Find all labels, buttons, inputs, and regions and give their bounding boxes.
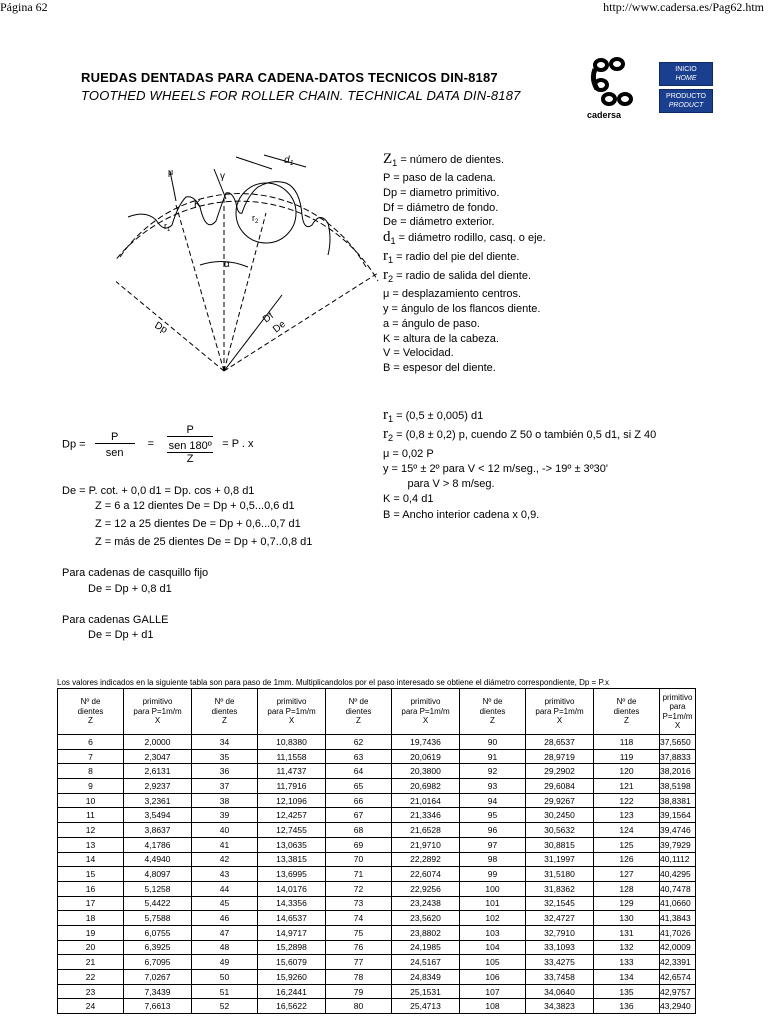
teeth-cell: 101 <box>460 896 526 911</box>
primitive-cell: 31,8362 <box>526 881 594 896</box>
table-row <box>58 837 696 852</box>
logo-text: cadersa <box>587 110 622 120</box>
primitive-cell: 21,9710 <box>392 837 460 852</box>
primitive-cell: 24,8349 <box>392 970 460 985</box>
teeth-cell: 75 <box>326 925 392 940</box>
primitive-cell: 38,2016 <box>660 764 696 779</box>
label-mu: μ <box>168 167 174 177</box>
teeth-cell: 17 <box>58 896 124 911</box>
teeth-cell: 20 <box>58 940 124 955</box>
teeth-cell: 98 <box>460 852 526 867</box>
primitive-cell: 24,5167 <box>392 955 460 970</box>
teeth-cell: 126 <box>594 852 660 867</box>
teeth-cell: 49 <box>192 955 258 970</box>
primitive-cell: 5,4422 <box>124 896 192 911</box>
legend-item: De = diámetro exterior. <box>383 216 495 229</box>
teeth-cell: 71 <box>326 867 392 882</box>
primitive-cell: 31,5180 <box>526 867 594 882</box>
dp-formula <box>62 424 254 465</box>
teeth-cell: 65 <box>326 779 392 794</box>
primitive-cell: 15,6079 <box>258 955 326 970</box>
teeth-cell: 36 <box>192 764 258 779</box>
teeth-cell: 93 <box>460 779 526 794</box>
teeth-cell: 80 <box>326 999 392 1014</box>
primitive-cell: 21,3346 <box>392 808 460 823</box>
teeth-cell: 21 <box>58 955 124 970</box>
teeth-cell: 99 <box>460 867 526 882</box>
primitive-cell: 4,1786 <box>124 837 192 852</box>
teeth-cell: 120 <box>594 764 660 779</box>
formula-lhs: Dp = <box>62 438 86 451</box>
table-row <box>58 823 696 838</box>
teeth-cell: 135 <box>594 984 660 999</box>
primitive-cell: 29,2902 <box>526 764 594 779</box>
primitive-cell: 41,3843 <box>660 911 696 926</box>
legend-item: V = Velocidad. <box>383 347 454 360</box>
legend-item: $Z_1$ = número de dientes. <box>383 151 504 169</box>
primitive-cell: 14,0176 <box>258 881 326 896</box>
primitive-cell: 42,9757 <box>660 984 696 999</box>
galle-title: Para cadenas GALLE <box>62 614 169 626</box>
primitive-cell: 12,1096 <box>258 793 326 808</box>
primitive-cell: 7,6613 <box>124 999 192 1014</box>
teeth-cell: 52 <box>192 999 258 1014</box>
table-row <box>58 852 696 867</box>
primitive-cell: 19,7436 <box>392 735 460 750</box>
table-row <box>58 955 696 970</box>
formula-eq: = <box>147 438 155 451</box>
primitive-cell: 15,9260 <box>258 970 326 985</box>
equation-line: para V > 8 m/seg. <box>383 478 495 491</box>
teeth-cell: 7 <box>58 749 124 764</box>
primitive-cell: 32,4727 <box>526 911 594 926</box>
primitive-cell: 40,1112 <box>660 852 696 867</box>
primitive-cell: 22,9256 <box>392 881 460 896</box>
primitive-cell: 12,7455 <box>258 823 326 838</box>
primitive-cell: 24,1985 <box>392 940 460 955</box>
primitive-cell: 20,0619 <box>392 749 460 764</box>
teeth-cell: 100 <box>460 881 526 896</box>
primitive-cell: 10,8380 <box>258 735 326 750</box>
primitive-cell: 2,6131 <box>124 764 192 779</box>
teeth-cell: 48 <box>192 940 258 955</box>
primitive-cell: 37,8833 <box>660 749 696 764</box>
casquillo-formula: De = Dp + 0,8 d1 <box>88 583 172 595</box>
primitive-cell: 5,7588 <box>124 911 192 926</box>
label-r1: $r_1$ <box>164 221 171 233</box>
teeth-cell: 131 <box>594 925 660 940</box>
primitive-cell: 23,2438 <box>392 896 460 911</box>
teeth-cell: 125 <box>594 837 660 852</box>
primitive-cell: 7,0267 <box>124 970 192 985</box>
primitive-cell: 33,4275 <box>526 955 594 970</box>
primitive-cell: 39,1564 <box>660 808 696 823</box>
primitive-cell: 40,4295 <box>660 867 696 882</box>
teeth-cell: 104 <box>460 940 526 955</box>
teeth-cell: 51 <box>192 984 258 999</box>
primitive-cell: 25,4713 <box>392 999 460 1014</box>
teeth-cell: 22 <box>58 970 124 985</box>
primitive-cell: 2,0000 <box>124 735 192 750</box>
header-teeth: Nº de dientes Z <box>192 689 258 735</box>
header-primitive: primitivo para P=1m/m X <box>526 689 594 735</box>
primitive-cell: 30,8815 <box>526 837 594 852</box>
primitive-cell: 14,9717 <box>258 925 326 940</box>
teeth-cell: 97 <box>460 837 526 852</box>
primitive-cell: 41,7026 <box>660 925 696 940</box>
primitive-cell: 41,0660 <box>660 896 696 911</box>
legend-item: $r_1$ = radio del pie del diente. <box>383 248 520 266</box>
primitive-cell: 20,3800 <box>392 764 460 779</box>
primitive-cell: 32,1545 <box>526 896 594 911</box>
teeth-cell: 16 <box>58 881 124 896</box>
page-number: Página 62 <box>0 0 48 14</box>
teeth-cell: 102 <box>460 911 526 926</box>
primitive-cell: 3,8637 <box>124 823 192 838</box>
teeth-cell: 106 <box>460 970 526 985</box>
primitive-cell: 32,7910 <box>526 925 594 940</box>
casquillo-title: Para cadenas de casquillo fijo <box>62 567 209 579</box>
teeth-cell: 124 <box>594 823 660 838</box>
header-primitive: primitivo para P=1m/m X <box>258 689 326 735</box>
table-header-row <box>58 689 696 735</box>
label-gamma: γ <box>220 171 225 182</box>
primitive-cell: 28,9719 <box>526 749 594 764</box>
primitive-cell: 6,7095 <box>124 955 192 970</box>
legend-item: P = paso de la cadena. <box>383 171 496 184</box>
primitive-cell: 20,6982 <box>392 779 460 794</box>
teeth-cell: 136 <box>594 999 660 1014</box>
primitive-cell: 34,3823 <box>526 999 594 1014</box>
table-row <box>58 779 696 794</box>
teeth-cell: 91 <box>460 749 526 764</box>
legend-item: $r_2$ = radio de salida del diente. <box>383 267 531 285</box>
product-button-line1: PRODUCTO <box>666 93 706 100</box>
teeth-cell: 6 <box>58 735 124 750</box>
teeth-cell: 66 <box>326 793 392 808</box>
table-row <box>58 970 696 985</box>
teeth-cell: 23 <box>58 984 124 999</box>
teeth-cell: 121 <box>594 779 660 794</box>
primitive-cell: 23,8802 <box>392 925 460 940</box>
teeth-cell: 47 <box>192 925 258 940</box>
teeth-cell: 127 <box>594 867 660 882</box>
teeth-cell: 119 <box>594 749 660 764</box>
legend-item: K = altura de la cabeza. <box>383 332 499 345</box>
legend-item: Dp = diametro primitivo. <box>383 186 500 199</box>
teeth-cell: 107 <box>460 984 526 999</box>
home-button-line2: HOME <box>675 75 697 82</box>
primitive-cell: 29,9267 <box>526 793 594 808</box>
primitive-cell: 28,6537 <box>526 735 594 750</box>
table-row <box>58 735 696 750</box>
teeth-cell: 18 <box>58 911 124 926</box>
primitive-cell: 22,6074 <box>392 867 460 882</box>
teeth-cell: 46 <box>192 911 258 926</box>
teeth-cell: 35 <box>192 749 258 764</box>
teeth-cell: 72 <box>326 881 392 896</box>
teeth-cell: 38 <box>192 793 258 808</box>
teeth-cell: 43 <box>192 867 258 882</box>
teeth-cell: 11 <box>58 808 124 823</box>
de-range-line: Z = 12 a 25 dientes De = Dp + 0,6...0,7 d1 <box>95 518 301 530</box>
teeth-cell: 12 <box>58 823 124 838</box>
teeth-cell: 69 <box>326 837 392 852</box>
teeth-cell: 118 <box>594 735 660 750</box>
teeth-cell: 130 <box>594 911 660 926</box>
teeth-cell: 44 <box>192 881 258 896</box>
legend-item: Df = diámetro de fondo. <box>383 201 499 214</box>
teeth-cell: 9 <box>58 779 124 794</box>
title-spanish: RUEDAS DENTADAS PARA CADENA-DATOS TECNICOS DIN-8187 <box>81 70 498 85</box>
primitive-cell: 2,9237 <box>124 779 192 794</box>
tooth-equations <box>383 408 656 523</box>
equation-line: $r_1 = (0,5 \pm 0,005)$ d1 <box>383 407 484 425</box>
teeth-cell: 45 <box>192 896 258 911</box>
equation-line: μ = 0,02 P <box>383 447 434 460</box>
teeth-cell: 122 <box>594 793 660 808</box>
header-teeth: Nº de dientes Z <box>460 689 526 735</box>
primitive-cell: 38,5198 <box>660 779 696 794</box>
header-teeth: Nº de dientes Z <box>594 689 660 735</box>
fraction-1: $\frac{P}{\text{sen}}$ <box>95 431 135 459</box>
table-row <box>58 984 696 999</box>
teeth-cell: 41 <box>192 837 258 852</box>
galle-formula: De = Dp + d1 <box>88 629 154 641</box>
primitive-cell: 5,1258 <box>124 881 192 896</box>
teeth-cell: 34 <box>192 735 258 750</box>
symbol-legend <box>383 152 546 376</box>
primitive-cell: 16,2441 <box>258 984 326 999</box>
label-dp: Dp <box>152 320 170 336</box>
fraction-2: P sen 180º Z <box>168 424 212 465</box>
primitive-cell: 25,1531 <box>392 984 460 999</box>
header-primitive: primitivo para P=1m/m X <box>124 689 192 735</box>
product-button-line2: PRODUCT <box>668 102 704 109</box>
table-row <box>58 881 696 896</box>
page-url: http://www.cadersa.es/Pag62.htm <box>603 0 764 14</box>
primitive-cell: 21,0164 <box>392 793 460 808</box>
teeth-cell: 67 <box>326 808 392 823</box>
primitive-cell: 2,3047 <box>124 749 192 764</box>
primitive-cell: 6,0755 <box>124 925 192 940</box>
table-row <box>58 867 696 882</box>
primitive-cell: 30,5632 <box>526 823 594 838</box>
teeth-cell: 90 <box>460 735 526 750</box>
primitive-cell: 13,0635 <box>258 837 326 852</box>
de-formula: De = P. cot. + 0,0 d1 = Dp. cos + 0,8 d1 <box>62 485 255 497</box>
table-row <box>58 764 696 779</box>
legend-item: $d_1$ = diámetro rodillo, casq. o eje. <box>383 229 546 247</box>
primitive-cell: 42,3391 <box>660 955 696 970</box>
primitive-cell: 6,3925 <box>124 940 192 955</box>
table-row <box>58 793 696 808</box>
primitive-cell: 37,5650 <box>660 735 696 750</box>
teeth-cell: 108 <box>460 999 526 1014</box>
primitive-cell: 38,8381 <box>660 793 696 808</box>
teeth-cell: 14 <box>58 852 124 867</box>
teeth-cell: 103 <box>460 925 526 940</box>
primitive-cell: 13,3815 <box>258 852 326 867</box>
primitive-cell: 4,4940 <box>124 852 192 867</box>
teeth-cell: 129 <box>594 896 660 911</box>
header-teeth: Nº de dientes Z <box>326 689 392 735</box>
primitive-cell: 12,4257 <box>258 808 326 823</box>
primitive-cell: 40,7478 <box>660 881 696 896</box>
primitive-cell: 31,1997 <box>526 852 594 867</box>
table-row <box>58 940 696 955</box>
primitive-cell: 29,6084 <box>526 779 594 794</box>
primitive-cell: 21,6528 <box>392 823 460 838</box>
teeth-cell: 92 <box>460 764 526 779</box>
teeth-cell: 15 <box>58 867 124 882</box>
teeth-cell: 42 <box>192 852 258 867</box>
teeth-cell: 95 <box>460 808 526 823</box>
label-df: Df <box>261 310 276 326</box>
primitive-cell: 42,0009 <box>660 940 696 955</box>
teeth-cell: 78 <box>326 970 392 985</box>
teeth-cell: 70 <box>326 852 392 867</box>
equation-line: $r_2 = (0,8 \pm 0,2)$ p, cuendo Z 50 o también 0,5 d1, si Z 40 <box>383 426 657 444</box>
label-r2: $r_2$ <box>252 213 259 225</box>
de-range-line: Z = 6 a 12 dientes De = Dp + 0,5...0,6 d1 <box>95 500 295 512</box>
primitive-cell: 16,5622 <box>258 999 326 1014</box>
primitive-cell: 33,1093 <box>526 940 594 955</box>
teeth-cell: 8 <box>58 764 124 779</box>
primitive-cell: 30,2450 <box>526 808 594 823</box>
primitive-cell: 15,2898 <box>258 940 326 955</box>
primitive-cell: 14,3356 <box>258 896 326 911</box>
header-teeth: Nº de dientes Z <box>58 689 124 735</box>
equation-line: K = 0,4 d1 <box>383 493 434 506</box>
label-k: K <box>194 199 201 210</box>
legend-item: μ = desplazamiento centros. <box>383 288 522 301</box>
teeth-cell: 37 <box>192 779 258 794</box>
teeth-cell: 134 <box>594 970 660 985</box>
teeth-data-table <box>57 688 696 1014</box>
legend-item: y = ángulo de los flancos diente. <box>383 302 541 315</box>
teeth-cell: 76 <box>326 940 392 955</box>
primitive-cell: 33,7458 <box>526 970 594 985</box>
teeth-cell: 73 <box>326 896 392 911</box>
teeth-cell: 79 <box>326 984 392 999</box>
title-english: TOOTHED WHEELS FOR ROLLER CHAIN. TECHNICAL DATA DIN-8187 <box>81 88 521 103</box>
product-button[interactable] <box>659 89 713 113</box>
table-row <box>58 925 696 940</box>
equation-line: y = 15º ± 2º para V < 12 m/seg., -> 19º ± 3º30' <box>383 462 609 475</box>
teeth-cell: 39 <box>192 808 258 823</box>
teeth-cell: 133 <box>594 955 660 970</box>
teeth-cell: 128 <box>594 881 660 896</box>
teeth-cell: 64 <box>326 764 392 779</box>
header-primitive: primitivo para P=1m/m X <box>392 689 460 735</box>
teeth-cell: 77 <box>326 955 392 970</box>
table-row <box>58 999 696 1014</box>
primitive-cell: 11,1558 <box>258 749 326 764</box>
table-row <box>58 808 696 823</box>
sprocket-diagram <box>116 145 386 380</box>
teeth-cell: 19 <box>58 925 124 940</box>
primitive-cell: 14,6537 <box>258 911 326 926</box>
primitive-cell: 11,7916 <box>258 779 326 794</box>
primitive-cell: 7,3439 <box>124 984 192 999</box>
primitive-cell: 39,4746 <box>660 823 696 838</box>
teeth-cell: 40 <box>192 823 258 838</box>
teeth-cell: 13 <box>58 837 124 852</box>
primitive-cell: 13,6995 <box>258 867 326 882</box>
teeth-cell: 105 <box>460 955 526 970</box>
home-button[interactable] <box>659 62 713 86</box>
primitive-cell: 3,5494 <box>124 808 192 823</box>
primitive-cell: 34,0640 <box>526 984 594 999</box>
teeth-cell: 24 <box>58 999 124 1014</box>
label-d1: $d_1$ <box>284 155 294 167</box>
table-note: Los valores indicados en la siguiente tabla son para paso de 1mm. Multiplicandolos por el paso interesado se obtiene el diámetro correspondiente, Dp = P.x <box>57 678 609 687</box>
equation-line: B = Ancho interior cadena x 0,9. <box>383 508 540 521</box>
header-primitive-last: primitivo para P=1m/m X <box>660 689 696 735</box>
table-row <box>58 896 696 911</box>
primitive-cell: 39,7929 <box>660 837 696 852</box>
home-button-line1: INICIO <box>675 66 697 73</box>
primitive-cell: 23,5620 <box>392 911 460 926</box>
teeth-cell: 74 <box>326 911 392 926</box>
table-row <box>58 749 696 764</box>
label-alpha: α <box>224 259 230 270</box>
formula-rhs: = P . x <box>222 438 254 451</box>
primitive-cell: 11,4737 <box>258 764 326 779</box>
teeth-cell: 94 <box>460 793 526 808</box>
legend-item: B = espesor del diente. <box>383 362 496 375</box>
primitive-cell: 42,6574 <box>660 970 696 985</box>
teeth-cell: 96 <box>460 823 526 838</box>
primitive-cell: 3,2361 <box>124 793 192 808</box>
label-de: De <box>271 318 288 336</box>
primitive-cell: 22,2892 <box>392 852 460 867</box>
teeth-cell: 62 <box>326 735 392 750</box>
legend-item: a = ángulo de paso. <box>383 317 480 330</box>
primitive-cell: 4,8097 <box>124 867 192 882</box>
teeth-cell: 132 <box>594 940 660 955</box>
teeth-cell: 10 <box>58 793 124 808</box>
teeth-cell: 63 <box>326 749 392 764</box>
teeth-cell: 123 <box>594 808 660 823</box>
primitive-cell: 43,2940 <box>660 999 696 1014</box>
table-row <box>58 911 696 926</box>
teeth-cell: 68 <box>326 823 392 838</box>
de-range-line: Z = más de 25 dientes De = Dp + 0,7..0,8 d1 <box>95 536 313 548</box>
teeth-cell: 50 <box>192 970 258 985</box>
